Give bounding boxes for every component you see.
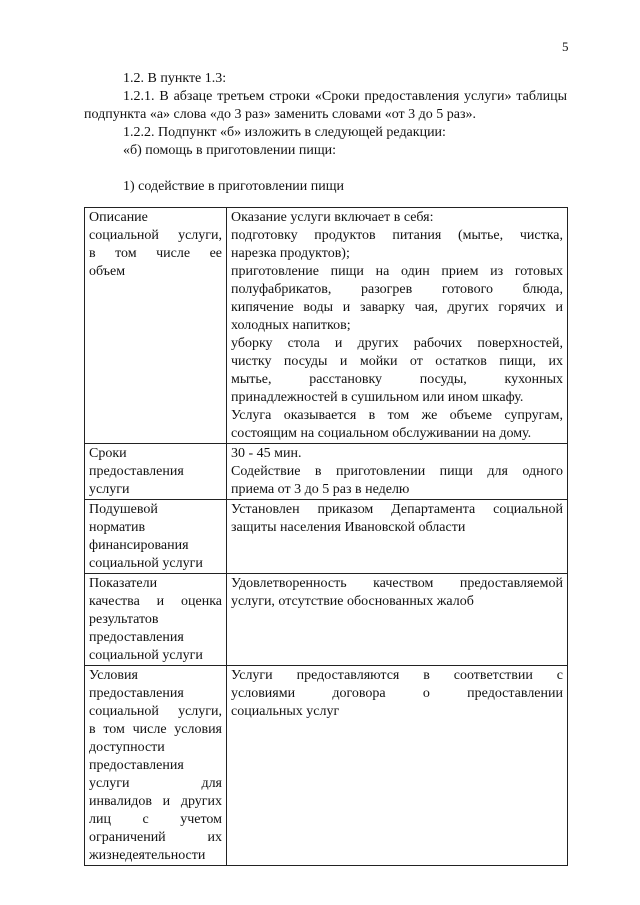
label-line: социальной услуги [89,648,203,663]
table-row [85,666,568,866]
paragraph-subitem-b: «б) помощь в приготовлении пищи: [123,143,337,158]
label-line: Условия [89,668,138,683]
value-line: подготовку продуктов питания (мытье, чистка, [231,228,563,243]
row-label-description [85,208,227,444]
value-line: условиями договора о предоставлении [231,686,563,701]
label-line: Описание [89,210,148,225]
value-line: Установлен приказом Департамента социальной [231,502,563,517]
value-line: Услуги предоставляются в соответствии с [231,668,563,683]
label-line: качества и оценка [89,594,222,609]
label-line: социальной услуги, [89,228,222,243]
label-line: норматив [89,520,146,535]
label-line: Подушевой [89,502,158,517]
value-line: кипячение воды и заварку чая, других горячих и [231,300,563,315]
label-line: ограничений их [89,830,222,845]
paragraph-item-1: 1) содействие в приготовлении пищи [123,179,345,194]
label-line: Сроки [89,446,127,461]
row-value-terms [227,444,568,500]
row-label-conditions [85,666,227,866]
row-value-funding-norm [227,500,568,574]
paragraph-1-2-2: 1.2.2. Подпункт «б» изложить в следующей редакции: [123,125,446,140]
row-label-terms [85,444,227,500]
paragraph-1-2-1: 1.2.1. В абзаце третьем строки «Сроки предоставления услуги» таблицы подпункта «а» слова «до 3 раз» заменить словами «от 3 до 5 раз». [84,89,567,122]
value-line: чистку посуды и мойки от остатков пищи, их [231,354,563,369]
row-value-quality [227,574,568,666]
value-line: холодных напитков; [231,318,351,333]
value-line: Услуга оказывается в том же объеме супругам, [231,408,563,423]
label-line: финансирования [89,538,189,553]
value-line: уборку стола и других рабочих поверхностей, [231,336,563,351]
value-line: услуги, отсутствие обоснованных жалоб [231,594,474,609]
label-line: предоставления [89,630,184,645]
row-label-quality [85,574,227,666]
value-line: принадлежностей в сушильном или ином шкафу. [231,390,524,405]
service-table [84,207,568,866]
paragraph-1-2: 1.2. В пункте 1.3: [123,71,227,86]
value-line: Содействие в приготовлении пищи для одного [231,464,563,479]
table-row [85,208,568,444]
label-line: социальной услуги, [89,704,222,719]
value-line: мытье, расстановку посуды, кухонных [231,372,563,387]
page-number: 5 [562,39,569,54]
value-line: полуфабрикатов, разогрев готового блюда, [231,282,563,297]
label-line: в том числе условия [89,722,222,737]
value-line: нарезка продуктов); [231,246,350,261]
value-line: приготовление пищи на один прием из готовых [231,264,563,279]
label-line: социальной услуги [89,556,203,571]
label-line: Показатели [89,576,158,591]
value-line: социальных услуг [231,704,340,719]
value-line: защиты населения Ивановской области [231,520,466,535]
label-line: предоставления [89,758,184,773]
label-line: услуги для [89,776,222,791]
label-line: результатов [89,612,159,627]
label-line: лиц с учетом [89,812,222,827]
value-line: Удовлетворенность качеством предоставляемой [231,576,563,591]
value-line: состоящим на социальном обслуживании на дому. [231,426,532,441]
value-line: 30 - 45 мин. [231,446,302,461]
value-line: Оказание услуги включает в себя: [231,210,434,225]
row-value-description [227,208,568,444]
row-value-conditions [227,666,568,866]
table-row [85,444,568,500]
label-line: объем [89,264,126,279]
label-line: услуги [89,482,130,497]
label-line: жизнедеятельности [89,848,206,863]
table-row [85,574,568,666]
label-line: доступности [89,740,165,755]
label-line: в том числе ее [89,246,222,261]
label-line: предоставления [89,464,184,479]
label-line: инвалидов и других [89,794,222,809]
label-line: предоставления [89,686,184,701]
value-line: приема от 3 до 5 раз в неделю [231,482,410,497]
table-row [85,500,568,574]
row-label-funding-norm [85,500,227,574]
